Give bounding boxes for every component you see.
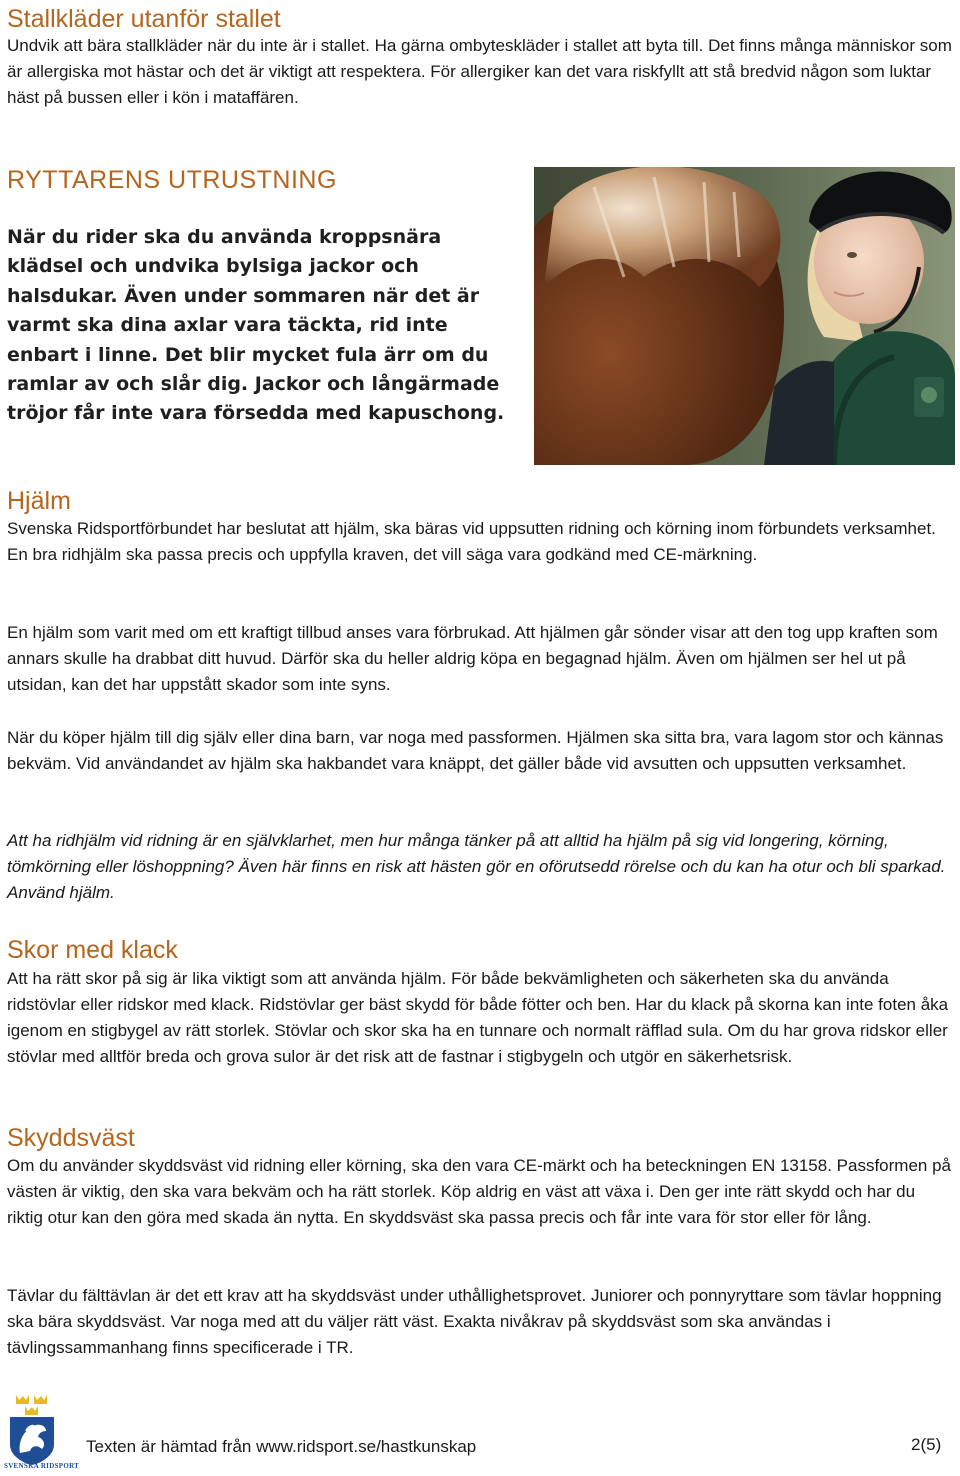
intro-paragraph: När du rider ska du använda kroppsnära klädsel och undvika bylsiga jackor och halsdukar. Även under sommaren när det är varmt ska dina axlar vara täckta, rid inte enbart i linne. Det blir mycket fula ärr om du ramlar av och slår dig. Jackor och långärmade tröjor får inte vara försedda med kapuschong. xyxy=(7,226,505,425)
svenska-ridsport-logo xyxy=(4,1393,78,1471)
paragraph-skor: Att ha rätt skor på sig är lika viktigt som att använda hjälm. För både bekvämligheten och säkerheten ska du använda ridstövlar eller ridskor med klack. Ridstövlar ger bäst skydd för både fötter och ben. Har du klack på skorna kan inte foten åka igenom en stigbygel av rätt storlek. Stövlar och skor ska ha en tunnare och normalt räfflad sula. Om du har grova ridskor eller stövlar med alltför breda och grova sulor är det risk att de fastnar i stigbygeln och utgör en säkerhetsrisk. xyxy=(7,969,949,1066)
paragraph-hjalm-1: Svenska Ridsportförbundet har beslutat att hjälm, ska bäras vid uppsutten ridning och körning inom förbundets verksamhet. En bra ridhjälm ska passa precis och uppfylla kraven, det vill säga vara godkänd med CE-märkning. xyxy=(7,519,936,564)
paragraph-skyddsvast-2: Tävlar du fälttävlan är det ett krav att ha skyddsväst under uthållighetsprovet. Juniorer och ponnyryttare som tävlar hoppning ska bära skyddsväst. Var noga med att du väljer rätt väst. Exakta nivåkrav på skyddsväst som ska användas i tävlingssammanhang finns specificerade i TR. xyxy=(7,1286,942,1357)
heading-ryttarens-utrustning: RYTTARENS UTRUSTNING xyxy=(7,166,337,194)
paragraph-stallklader: Undvik att bära stallkläder när du inte är i stallet. Ha gärna ombyteskläder i stallet att byta till. Det finns många människor som är allergiska mot hästar och det är viktigt att respektera. För allergiker kan det vara riskfyllt att stå bredvid någon som luktar häst på bussen eller i kön i mataffären. xyxy=(7,36,952,107)
paragraph-hjalm-4: Att ha ridhjälm vid ridning är en självklarhet, men hur många tänker på att alltid ha hjälm på sig vid longering, körning, tömkörning eller löshoppning? Även här finns en risk att hästen gör en oförutsedd rörelse och du kan ha otur och bli sparkad. Använd hjälm. xyxy=(7,831,946,902)
logo-wordmark: SVENSKA RIDSPORT xyxy=(4,1462,80,1470)
heading-stallklader: Stallkläder utanför stallet xyxy=(7,5,281,33)
paragraph-hjalm-3: När du köper hjälm till dig själv eller dina barn, var noga med passformen. Hjälmen ska sitta bra, vara lagom stor och kännas bekväm. Vid användandet av hjälm ska hakbandet vara knäppt, det gäller både vid avsutten och uppsutten verksamhet. xyxy=(7,728,944,773)
footer-source: Texten är hämtad från www.ridsport.se/hastkunskap xyxy=(86,1437,477,1456)
paragraph-skyddsvast-1: Om du använder skyddsväst vid ridning eller körning, ska den vara CE-märkt och ha beteckningen EN 13158. Passformen på västen är viktig, den ska vara bekväm och ha rätt storlek. Köp aldrig en väst att växa i. Den ger inte rätt skydd och har du riktig otur kan den göra med skada än nytta. En skyddsväst ska passa precis och får inte vara för stor eller för lång. xyxy=(7,1156,951,1227)
heading-skyddsvast: Skyddsväst xyxy=(7,1124,135,1152)
photo-child-with-pony xyxy=(534,167,955,465)
paragraph-hjalm-2: En hjälm som varit med om ett kraftigt tillbud anses vara förbrukad. Att hjälmen går sönder visar att den tog upp kraften som annars skulle ha drabbat ditt huvud. Därför ska du heller aldrig köpa en begagnad hjälm. Även om hjälmen ser hel ut på utsidan, kan det har uppstått skador som inte syns. xyxy=(7,623,938,694)
heading-hjalm: Hjälm xyxy=(7,487,71,515)
heading-skor-med-klack: Skor med klack xyxy=(7,936,178,964)
page-number: 2(5) xyxy=(911,1435,942,1454)
